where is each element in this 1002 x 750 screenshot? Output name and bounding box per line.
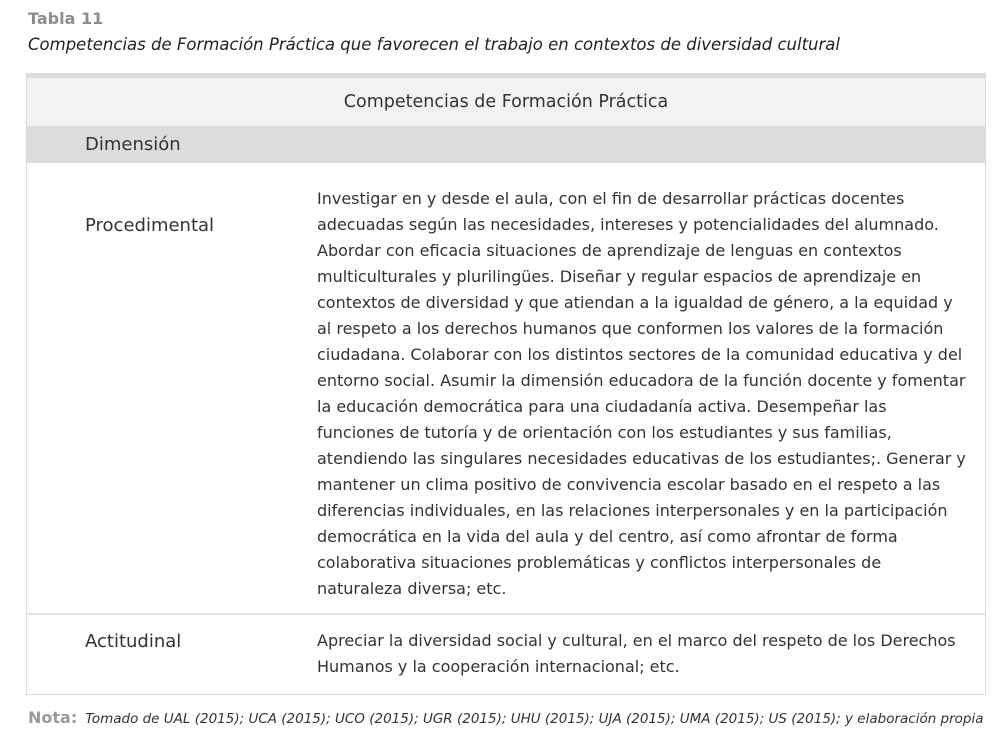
note-text: Tomado de UAL (2015); UCA (2015); UCO (2015); UGR (2015); UHU (2015); UJA (2015); UMA (2015); US (2015); y elaboración propia [85, 711, 984, 727]
row-label-procedimental: Procedimental [85, 215, 215, 236]
row-label-actitudinal: Actitudinal [85, 631, 182, 652]
table-caption: Competencias de Formación Práctica que favorecen el trabajo en contextos de diversidad cultural [28, 35, 840, 54]
dimension-column-header: Dimensión [85, 134, 181, 155]
table-note [28, 708, 984, 727]
row-text-procedimental: Investigar en y desde el aula, con el fin de desarrollar prácticas docentes adecuadas según las necesidades, intereses y potencialidades del alumnado. Abordar con eficacia situaciones de aprendizaje de lenguas en contextos multiculturales y plurilingües. Diseñar y regular espacios de aprendizaje en contextos de diversidad y que atiendan a la igualdad de género, a la equidad y al respeto a los derechos humanos que conformen los valores de la formación ciudadana. Colaborar con los distintos sectores de la comunidad educativa y del entorno social. Asumir la dimensión educadora de la función docente y fomentar la educación democrática para una ciudadanía activa. Desempeñar las funciones de tutoría y de orientación con los estudiantes y sus familias, atendiendo las singulares necesidades educativas de los estudiantes;. Generar y mantener un clima positivo de convivencia escolar basado en el respeto a las diferencias individuales, en las relaciones interpersonales y en la participación democrática en la vida del aula y del centro, así como afrontar de forma colaborativa situaciones problemáticas y conflictos interpersonales de naturaleza diversa; etc. [317, 189, 966, 598]
dimension-header-row [27, 126, 985, 163]
table-number-label: Tabla 11 [28, 9, 104, 28]
row-divider [27, 613, 985, 615]
note-label: Nota: [28, 708, 78, 727]
row-text-actitudinal: Apreciar la diversidad social y cultural, en el marco del respeto de los Derechos Humanos y la cooperación internacional; etc. [317, 631, 956, 676]
table-header-title: Competencias de Formación Práctica [343, 92, 669, 112]
table-header-row [27, 78, 985, 126]
competencies-table [26, 73, 986, 695]
